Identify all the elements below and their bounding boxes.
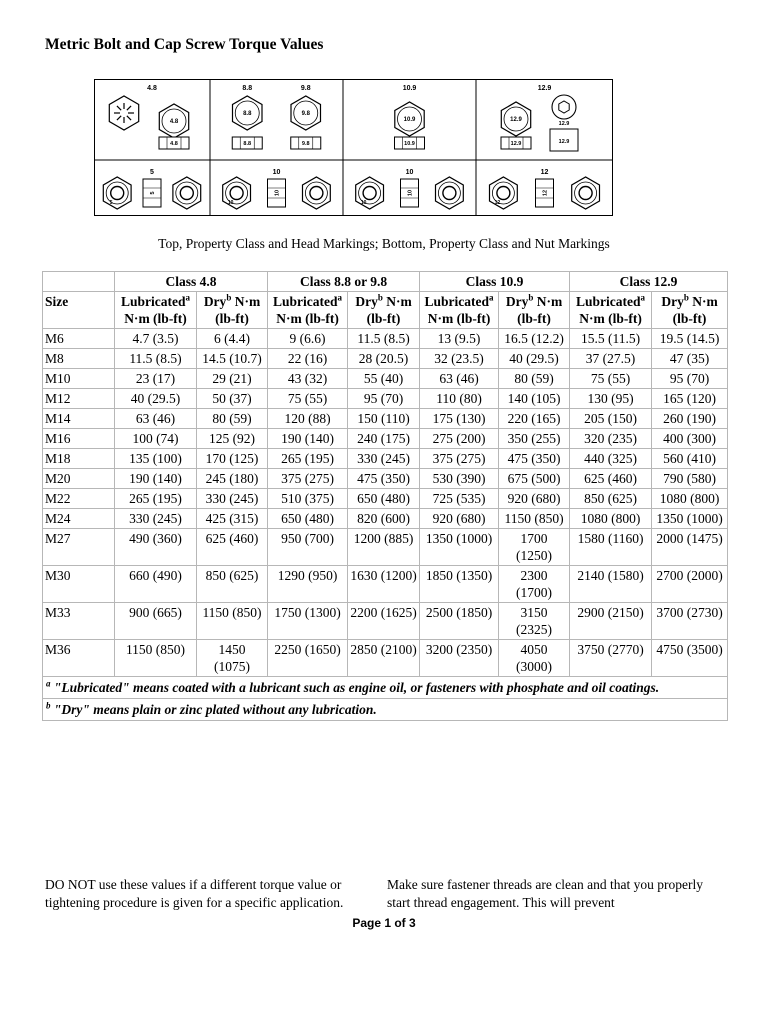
torque-cell: 75 (55) (570, 369, 652, 389)
torque-cell: 2850 (2100) (348, 640, 420, 677)
torque-cell: 19.5 (14.5) (652, 329, 728, 349)
torque-cell: 3750 (2770) (570, 640, 652, 677)
torque-cell: 75 (55) (268, 389, 348, 409)
torque-cell: 2300 (1700) (499, 566, 570, 603)
torque-cell: 2000 (1475) (652, 529, 728, 566)
torque-cell: 820 (600) (348, 509, 420, 529)
torque-cell: 625 (460) (570, 469, 652, 489)
torque-cell: 1450 (1075) (197, 640, 268, 677)
page-number: Page 1 of 3 (352, 916, 416, 930)
torque-cell: 2200 (1625) (348, 603, 420, 640)
torque-cell: 4750 (3500) (652, 640, 728, 677)
torque-cell: 725 (535) (420, 489, 499, 509)
torque-cell: 375 (275) (420, 449, 499, 469)
torque-cell: 650 (480) (268, 509, 348, 529)
property-class-markings-figure (94, 79, 613, 216)
head-mark-label: 10.9 (403, 117, 416, 123)
dry-unit-label: N·m (231, 294, 261, 309)
torque-cell: 23 (17) (115, 369, 197, 389)
size-cell: M18 (43, 449, 115, 469)
class-header: Class 10.9 (420, 272, 570, 292)
torque-cell: 475 (350) (499, 449, 570, 469)
footnote-lubricated (43, 677, 728, 699)
nut-mark-label: 10 (360, 200, 367, 206)
table-row (43, 566, 728, 603)
torque-cell: 1150 (850) (115, 640, 197, 677)
bolt-side-icon (159, 137, 189, 149)
torque-cell: 63 (46) (115, 409, 197, 429)
nut-side-icon (401, 179, 419, 207)
torque-cell: 350 (255) (499, 429, 570, 449)
table-row (43, 449, 728, 469)
nut-mark-label: 12 (494, 200, 501, 206)
footnote-ref: a (489, 292, 494, 303)
footnote-ref: b (377, 292, 383, 303)
torque-cell: 190 (140) (268, 429, 348, 449)
torque-cell: 560 (410) (652, 449, 728, 469)
torque-cell: 3150 (2325) (499, 603, 570, 640)
nut-mark-label: 5 (109, 200, 113, 206)
footnote-ref: a (640, 292, 646, 303)
torque-cell: 100 (74) (115, 429, 197, 449)
head-class-label: 10.9 (402, 85, 417, 92)
dry-header (197, 292, 268, 329)
torque-cell: 14.5 (10.7) (197, 349, 268, 369)
unit-label: N·m (lb-ft) (124, 311, 187, 326)
torque-cell: 15.5 (11.5) (570, 329, 652, 349)
torque-cell: 13 (9.5) (420, 329, 499, 349)
torque-cell: 2700 (2000) (652, 566, 728, 603)
footnote-ref: b (226, 292, 232, 303)
torque-cell: 40 (29.5) (499, 349, 570, 369)
torque-table-body (43, 329, 728, 677)
table-row (43, 409, 728, 429)
torque-cell: 1700 (1250) (499, 529, 570, 566)
nut-class-label: 10 (272, 169, 281, 176)
torque-cell: 920 (680) (499, 489, 570, 509)
torque-cell: 275 (200) (420, 429, 499, 449)
nut-side-mark-label: 10 (407, 189, 414, 197)
footnote-text: "Dry" means plain or zinc plated without any lubrication. (50, 702, 377, 717)
torque-cell: 660 (490) (115, 566, 197, 603)
lubricated-label: Lubricated (273, 294, 338, 309)
lubricated-header (115, 292, 197, 329)
nut-side-icon (536, 179, 554, 207)
torque-cell: 850 (625) (570, 489, 652, 509)
head-class-label: 9.8 (300, 85, 311, 92)
unit-label: (lb-ft) (672, 311, 707, 326)
torque-cell: 265 (195) (268, 449, 348, 469)
torque-cell: 130 (95) (570, 389, 652, 409)
torque-cell: 400 (300) (652, 429, 728, 449)
footnote-ref: b (683, 292, 689, 303)
torque-cell: 11.5 (8.5) (348, 329, 420, 349)
torque-cell: 3700 (2730) (652, 603, 728, 640)
torque-cell: 1580 (1160) (570, 529, 652, 566)
torque-cell: 1630 (1200) (348, 566, 420, 603)
socket-outline (552, 95, 576, 119)
size-cell: M20 (43, 469, 115, 489)
dry-label: Dry (505, 294, 529, 309)
torque-cell: 330 (245) (115, 509, 197, 529)
bolt-side-icon (395, 137, 425, 149)
torque-cell: 1350 (1000) (420, 529, 499, 566)
side-mark-label: 8.8 (243, 141, 252, 147)
torque-cell: 125 (92) (197, 429, 268, 449)
head-mark-label: 12.9 (510, 117, 522, 123)
torque-cell: 240 (175) (348, 429, 420, 449)
torque-cell: 2900 (2150) (570, 603, 652, 640)
bottom-left-paragraph: DO NOT use these values if a different torque value or tightening procedure is given for a specific application. (45, 877, 344, 910)
bolt-side-icon (501, 137, 531, 149)
torque-cell: 40 (29.5) (115, 389, 197, 409)
torque-cell: 2250 (1650) (268, 640, 348, 677)
torque-table (42, 271, 728, 721)
torque-cell: 37 (27.5) (570, 349, 652, 369)
footnote-row (43, 699, 728, 721)
class-header: Class 12.9 (570, 272, 728, 292)
torque-cell: 475 (350) (348, 469, 420, 489)
torque-cell: 375 (275) (268, 469, 348, 489)
torque-cell: 63 (46) (420, 369, 499, 389)
footnote-ref: b (528, 292, 534, 303)
lubricated-header (570, 292, 652, 329)
torque-cell: 330 (245) (348, 449, 420, 469)
torque-cell: 675 (500) (499, 469, 570, 489)
table-row (43, 509, 728, 529)
size-cell: M6 (43, 329, 115, 349)
torque-cell: 50 (37) (197, 389, 268, 409)
bolt-side-icon (232, 137, 262, 149)
table-row (43, 529, 728, 566)
lubricated-header (268, 292, 348, 329)
table-row (43, 389, 728, 409)
dry-header (652, 292, 728, 329)
torque-cell: 1750 (1300) (268, 603, 348, 640)
side-mark-label: 9.8 (301, 141, 310, 147)
side-mark-label: 12.9 (510, 141, 522, 147)
unit-label: N·m (lb-ft) (427, 311, 491, 326)
dry-label: Dry (661, 294, 684, 309)
unit-header-row (43, 292, 728, 329)
torque-cell: 920 (680) (420, 509, 499, 529)
size-cell: M30 (43, 566, 115, 603)
bottom-right-paragraph: Make sure fastener threads are clean and that you properly start thread engagement. This will prevent (387, 877, 703, 910)
table-row (43, 489, 728, 509)
footnote-ref: a (337, 292, 343, 303)
size-cell: M14 (43, 409, 115, 429)
lubricated-label: Lubricated (576, 294, 641, 309)
torque-cell: 6 (4.4) (197, 329, 268, 349)
dry-header (499, 292, 570, 329)
torque-cell: 4.7 (3.5) (115, 329, 197, 349)
torque-cell: 29 (21) (197, 369, 268, 389)
dry-unit-label: N·m (688, 294, 718, 309)
table-row (43, 329, 728, 349)
nut-class-label: 5 (150, 169, 154, 176)
torque-cell: 135 (100) (115, 449, 197, 469)
head-mark-label: 8.8 (243, 111, 252, 117)
size-cell: M12 (43, 389, 115, 409)
torque-cell: 170 (125) (197, 449, 268, 469)
torque-cell: 1080 (800) (652, 489, 728, 509)
torque-cell: 55 (40) (348, 369, 420, 389)
nut-side-mark-label: 12 (542, 189, 549, 197)
unit-label: N·m (lb-ft) (276, 311, 339, 326)
size-cell: M36 (43, 640, 115, 677)
head-class-label: 8.8 (242, 85, 253, 92)
torque-cell: 175 (130) (420, 409, 499, 429)
torque-cell: 150 (110) (348, 409, 420, 429)
document-title: Metric Bolt and Cap Screw Torque Values (45, 36, 324, 53)
size-cell: M22 (43, 489, 115, 509)
table-row (43, 369, 728, 389)
size-cell: M10 (43, 369, 115, 389)
footnote-row (43, 677, 728, 699)
torque-cell: 165 (120) (652, 389, 728, 409)
unit-label: (lb-ft) (366, 311, 401, 326)
class-header: Class 4.8 (115, 272, 268, 292)
torque-cell: 900 (665) (115, 603, 197, 640)
torque-cell: 320 (235) (570, 429, 652, 449)
torque-cell: 260 (190) (652, 409, 728, 429)
bolt-side-icon (291, 137, 321, 149)
torque-cell: 190 (140) (115, 469, 197, 489)
torque-cell: 490 (360) (115, 529, 197, 566)
unit-label: N·m (lb-ft) (579, 311, 642, 326)
unit-label: (lb-ft) (215, 311, 249, 326)
lubricated-label: Lubricated (424, 294, 490, 309)
head-class-label: 4.8 (147, 85, 157, 92)
table-row (43, 349, 728, 369)
torque-cell: 2500 (1850) (420, 603, 499, 640)
footnote-dry (43, 699, 728, 721)
nut-side-icon (268, 179, 286, 207)
lubricated-header (420, 292, 499, 329)
nut-class-label: 12 (540, 169, 549, 176)
size-cell: M8 (43, 349, 115, 369)
torque-cell: 1150 (850) (499, 509, 570, 529)
torque-cell: 1080 (800) (570, 509, 652, 529)
size-cell: M33 (43, 603, 115, 640)
torque-cell: 32 (23.5) (420, 349, 499, 369)
blank-header-cell (43, 272, 115, 292)
torque-cell: 140 (105) (499, 389, 570, 409)
torque-cell: 95 (70) (348, 389, 420, 409)
head-class-label: 12.9 (537, 85, 552, 92)
size-cell: M24 (43, 509, 115, 529)
torque-cell: 47 (35) (652, 349, 728, 369)
torque-cell: 330 (245) (197, 489, 268, 509)
torque-cell: 2140 (1580) (570, 566, 652, 603)
torque-cell: 1290 (950) (268, 566, 348, 603)
size-header: Size (43, 292, 115, 329)
torque-cell: 110 (80) (420, 389, 499, 409)
torque-cell: 265 (195) (115, 489, 197, 509)
torque-cell: 11.5 (8.5) (115, 349, 197, 369)
dry-label: Dry (203, 294, 227, 309)
torque-cell: 4050 (3000) (499, 640, 570, 677)
nut-class-label: 10 (405, 169, 414, 176)
torque-cell: 625 (460) (197, 529, 268, 566)
class-header-row (43, 272, 728, 292)
lubricated-label: Lubricated (120, 294, 186, 309)
class-header: Class 8.8 or 9.8 (268, 272, 420, 292)
torque-cell: 28 (20.5) (348, 349, 420, 369)
table-row (43, 640, 728, 677)
head-mark-label: 9.8 (301, 111, 310, 117)
table-row (43, 469, 728, 489)
head-mark-label: 4.8 (169, 119, 179, 125)
nut-side-mark-label: 5 (150, 191, 156, 195)
side-mark-label: 10.9 (404, 141, 415, 147)
torque-cell: 510 (375) (268, 489, 348, 509)
torque-cell: 850 (625) (197, 566, 268, 603)
torque-cell: 22 (16) (268, 349, 348, 369)
nut-side-icon (143, 179, 161, 207)
size-cell: M16 (43, 429, 115, 449)
torque-cell: 43 (32) (268, 369, 348, 389)
torque-cell: 120 (88) (268, 409, 348, 429)
side-mark-label: 12.9 (558, 139, 570, 145)
figure-caption: Top, Property Class and Head Markings; Bottom, Property Class and Nut Markings (158, 236, 610, 251)
size-cell: M27 (43, 529, 115, 566)
torque-cell: 650 (480) (348, 489, 420, 509)
torque-cell: 9 (6.6) (268, 329, 348, 349)
torque-cell: 530 (390) (420, 469, 499, 489)
footnote-marker: b (46, 700, 51, 711)
table-row (43, 429, 728, 449)
footnote-text: "Lubricated" means coated with a lubricant such as engine oil, or fasteners with phosphate and oil coatings. (50, 680, 660, 695)
torque-cell: 1850 (1350) (420, 566, 499, 603)
torque-cell: 80 (59) (499, 369, 570, 389)
footnote-ref: a (185, 292, 190, 303)
side-mark-label: 4.8 (170, 141, 178, 147)
torque-cell: 425 (315) (197, 509, 268, 529)
torque-cell: 440 (325) (570, 449, 652, 469)
torque-cell: 1150 (850) (197, 603, 268, 640)
footnote-marker: a (46, 678, 51, 689)
dry-label: Dry (355, 294, 378, 309)
torque-cell: 3200 (2350) (420, 640, 499, 677)
torque-cell: 220 (165) (499, 409, 570, 429)
nut-side-mark-label: 10 (274, 189, 281, 197)
dry-unit-label: N·m (382, 294, 412, 309)
torque-cell: 16.5 (12.2) (499, 329, 570, 349)
torque-cell: 95 (70) (652, 369, 728, 389)
torque-cell: 1350 (1000) (652, 509, 728, 529)
unit-label: (lb-ft) (517, 311, 551, 326)
dry-header (348, 292, 420, 329)
head-mark-label: 12.9 (558, 121, 570, 127)
torque-cell: 950 (700) (268, 529, 348, 566)
table-row (43, 603, 728, 640)
nut-mark-label: 10 (227, 200, 234, 206)
dry-unit-label: N·m (533, 294, 563, 309)
torque-cell: 1200 (885) (348, 529, 420, 566)
torque-cell: 245 (180) (197, 469, 268, 489)
torque-cell: 790 (580) (652, 469, 728, 489)
torque-cell: 80 (59) (197, 409, 268, 429)
torque-cell: 205 (150) (570, 409, 652, 429)
